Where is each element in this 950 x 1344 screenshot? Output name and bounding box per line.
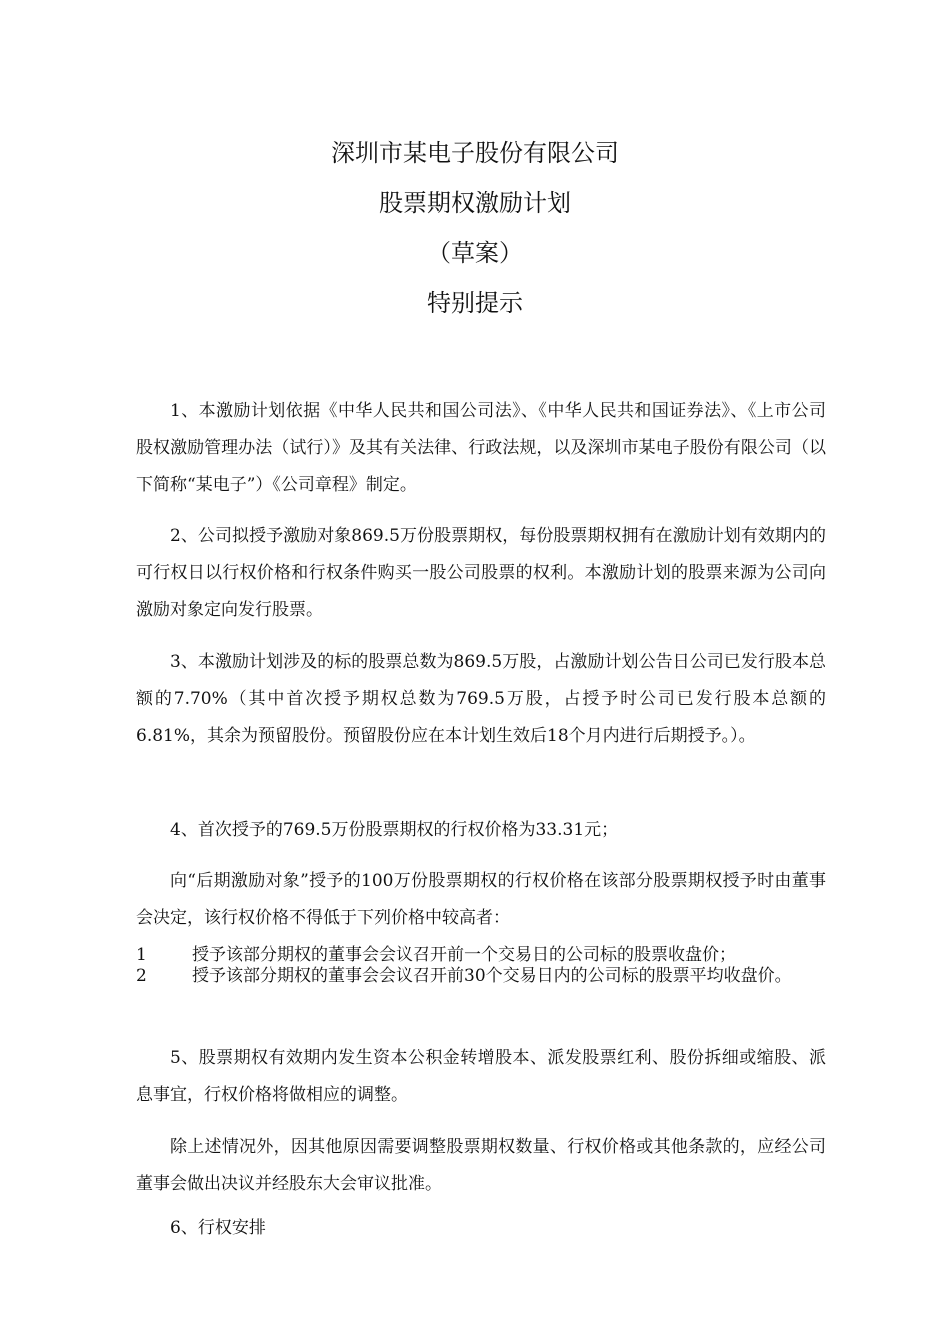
paragraph-share-total: 3、本激励计划涉及的标的股票总数为869.5万股，占激励计划公告日公司已发行股本总额的7.70%（其中首次授予期权总数为769.5万股，占授予时公司已发行股本总额的6.81%，其余为预留股份。预留股份应在本计划生效后18个月内进行后期授予。）。 xyxy=(136,652,826,746)
paragraph-price-adjustment: 5、股票期权有效期内发生资本公积金转增股本、派发股票红利、股份拆细或缩股、派息事宜，行权价格将做相应的调整。 xyxy=(136,1048,826,1105)
price-criteria-list xyxy=(136,945,826,987)
list-item-number: 2 xyxy=(136,966,147,986)
paragraph-exercise-price: 4、首次授予的769.5万份股票期权的行权价格为33.31元； xyxy=(170,820,619,840)
list-item-text: 授予该部分期权的董事会会议召开前一个交易日的公司标的股票收盘价； xyxy=(192,945,736,965)
company-title: 深圳市某电子股份有限公司 xyxy=(331,139,619,167)
paragraph-exercise-arrangement: 6、行权安排 xyxy=(170,1218,266,1238)
paragraph-grant-options: 2、公司拟授予激励对象869.5万份股票期权，每份股票期权拥有在激励计划有效期内的可行权日以行权价格和行权条件购买一股公司股票的权利。本激励计划的股票来源为公司向激励对象定向发行股票。 xyxy=(136,526,826,620)
list-item xyxy=(136,945,826,966)
plan-title: 股票期权激励计划 xyxy=(379,189,571,217)
draft-label: （草案） xyxy=(427,239,523,267)
list-item-number: 1 xyxy=(136,945,147,965)
list-item xyxy=(136,966,826,987)
paragraph-later-grant-price: 向“后期激励对象”授予的100万份股票期权的行权价格在该部分股票期权授予时由董事会决定，该行权价格不得低于下列价格中较高者： xyxy=(136,871,826,928)
list-item-text: 授予该部分期权的董事会会议召开前30个交易日内的公司标的股票平均收盘价。 xyxy=(192,966,792,986)
section-heading: 特别提示 xyxy=(427,289,523,317)
paragraph-legal-basis: 1、本激励计划依据《中华人民共和国公司法》、《中华人民共和国证券法》、《上市公司股权激励管理办法（试行）》及其有关法律、行政法规，以及深圳市某电子股份有限公司（以下简称“某电子”）《公司章程》制定。 xyxy=(136,401,826,495)
paragraph-other-adjustments: 除上述情况外，因其他原因需要调整股票期权数量、行权价格或其他条款的，应经公司董事会做出决议并经股东大会审议批准。 xyxy=(136,1137,826,1194)
